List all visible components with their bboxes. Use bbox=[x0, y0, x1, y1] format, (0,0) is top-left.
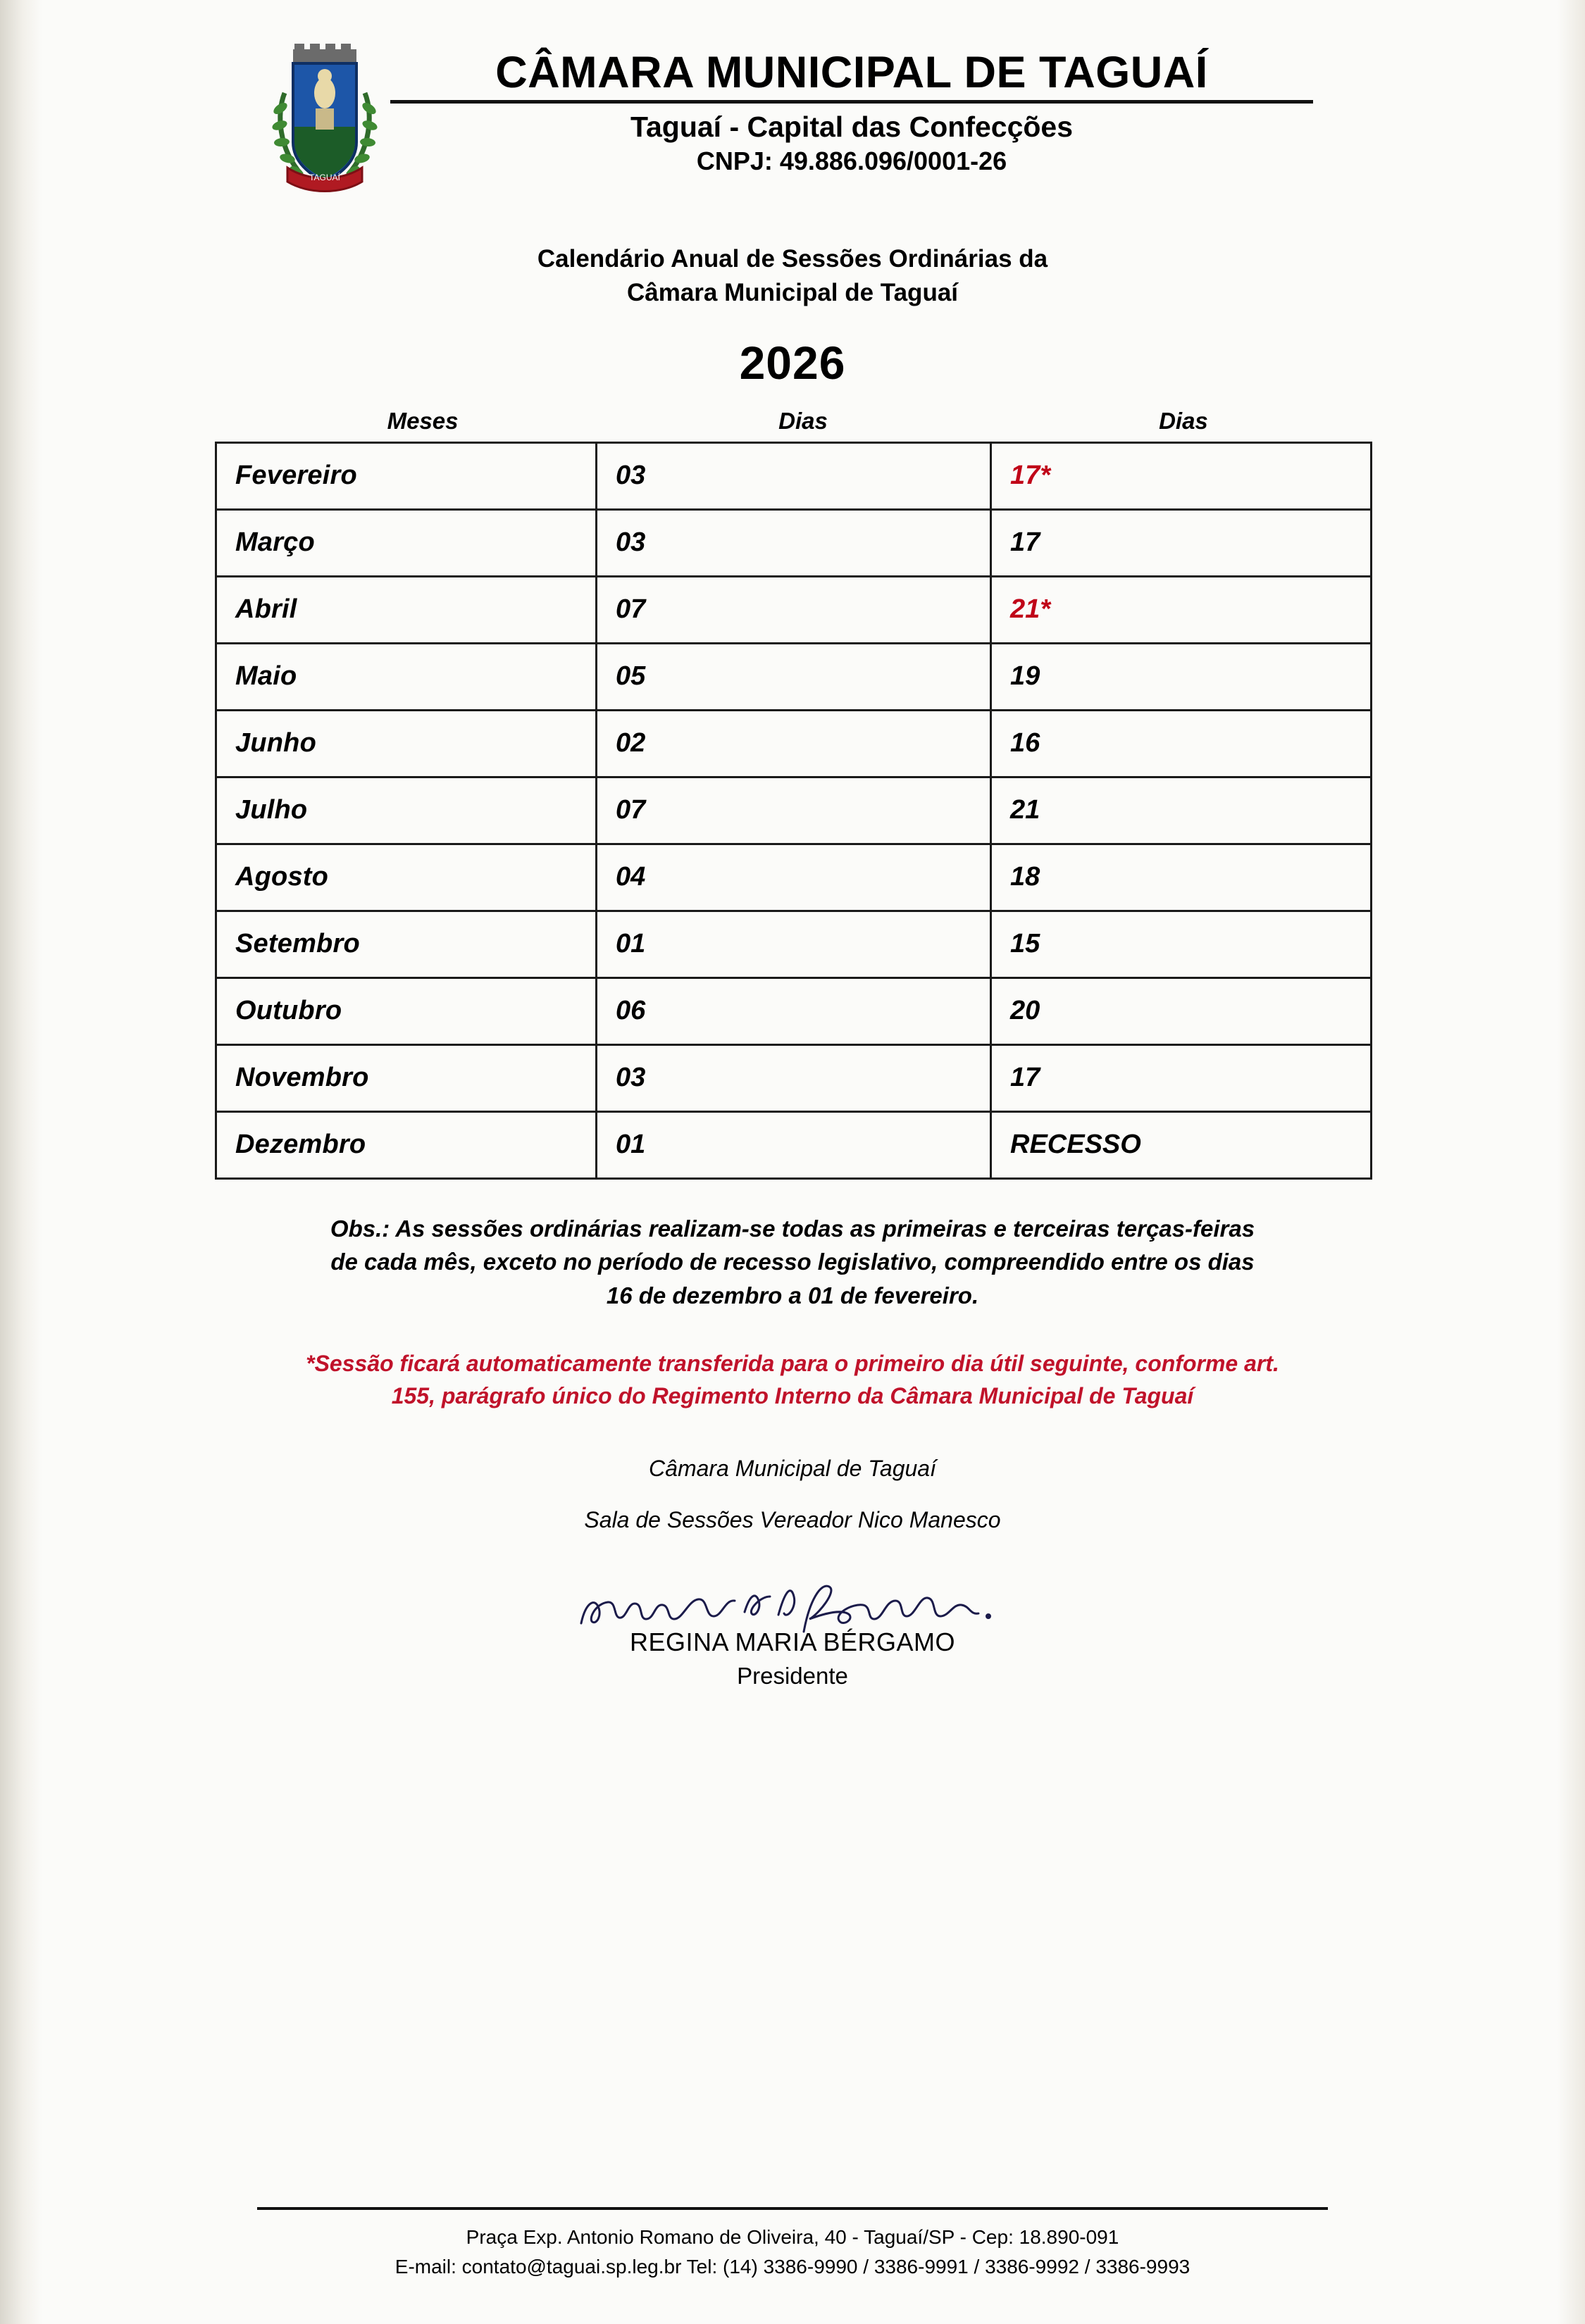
year-heading: 2026 bbox=[739, 336, 846, 389]
page-title: CÂMARA MUNICIPAL DE TAGUAÍ bbox=[495, 48, 1208, 97]
table-row bbox=[216, 509, 1372, 576]
footer-contact: E-mail: contato@taguai.sp.leg.br Tel: (14) 3386-9990 / 3386-9991 / 3386-9992 / 3386-9993 bbox=[394, 2256, 1191, 2278]
footer-divider bbox=[257, 2207, 1328, 2210]
footer-address: Praça Exp. Antonio Romano de Oliveira, 40 - Taguaí/SP - Cep: 18.890-091 bbox=[466, 2226, 1119, 2248]
table-row bbox=[216, 576, 1372, 643]
document-footer bbox=[0, 2207, 1585, 2282]
sessions-table bbox=[215, 442, 1372, 1180]
signature-block bbox=[85, 1577, 1500, 1697]
cell-day-1: 07 bbox=[597, 777, 991, 844]
cell-day-1: 01 bbox=[597, 1111, 991, 1178]
cell-day-2: RECESSO bbox=[991, 1111, 1372, 1178]
cell-day-2: 18 bbox=[991, 844, 1372, 911]
table-row bbox=[216, 1111, 1372, 1178]
column-header-dias-2: Dias bbox=[1159, 407, 1208, 434]
cell-day-1: 06 bbox=[597, 977, 991, 1044]
cell-day-2: 17 bbox=[991, 1044, 1372, 1111]
coat-of-arms-icon bbox=[272, 44, 378, 206]
cell-month: Fevereiro bbox=[216, 442, 597, 509]
cell-day-1: 04 bbox=[597, 844, 991, 911]
cell-month: Dezembro bbox=[216, 1111, 597, 1178]
slogan: Taguaí - Capital das Confecções bbox=[630, 111, 1074, 144]
place-block bbox=[85, 1456, 1500, 1533]
cell-day-1: 01 bbox=[597, 911, 991, 977]
document-header bbox=[85, 0, 1500, 206]
cell-day-2: 15 bbox=[991, 911, 1372, 977]
observation-note: Obs.: As sessões ordinárias realizam-se todas as primeiras e terceiras terças-feiras de cada mês, exceto no período de recesso legislativo, compreendido entre os dias 16 de dezembro a 01 de fevereiro. bbox=[330, 1215, 1255, 1309]
table-column-headers bbox=[215, 408, 1370, 442]
svg-text:TAGUAÍ: TAGUAÍ bbox=[309, 173, 340, 182]
table-row bbox=[216, 844, 1372, 911]
cell-month: Junho bbox=[216, 710, 597, 777]
subtitle-line-1: Calendário Anual de Sessões Ordinárias da bbox=[537, 245, 1048, 273]
signatory-role: Presidente bbox=[737, 1663, 848, 1689]
cell-day-2: 17* bbox=[991, 442, 1372, 509]
cnpj-text: CNPJ: 49.886.096/0001-26 bbox=[696, 146, 1007, 176]
cell-month: Março bbox=[216, 509, 597, 576]
cell-month: Agosto bbox=[216, 844, 597, 911]
cell-day-1: 03 bbox=[597, 1044, 991, 1111]
cell-day-2: 17 bbox=[991, 509, 1372, 576]
cell-month: Outubro bbox=[216, 977, 597, 1044]
cell-month: Julho bbox=[216, 777, 597, 844]
sessions-table-wrapper bbox=[215, 408, 1370, 1180]
title-divider bbox=[390, 100, 1313, 104]
document-subtitle bbox=[85, 242, 1500, 311]
place-line-2: Sala de Sessões Vereador Nico Manesco bbox=[584, 1507, 1001, 1532]
table-row bbox=[216, 643, 1372, 710]
cell-day-2: 19 bbox=[991, 643, 1372, 710]
table-row bbox=[216, 1044, 1372, 1111]
place-line-1: Câmara Municipal de Taguaí bbox=[649, 1456, 936, 1481]
cell-day-1: 02 bbox=[597, 710, 991, 777]
cell-day-2: 21 bbox=[991, 777, 1372, 844]
cell-day-2: 20 bbox=[991, 977, 1372, 1044]
table-row bbox=[216, 777, 1372, 844]
cell-day-1: 03 bbox=[597, 509, 991, 576]
table-row bbox=[216, 911, 1372, 977]
column-header-meses: Meses bbox=[387, 407, 459, 434]
cell-month: Setembro bbox=[216, 911, 597, 977]
cell-day-2: 16 bbox=[991, 710, 1372, 777]
asterisk-note: *Sessão ficará automaticamente transferida para o primeiro dia útil seguinte, conforme art. 155, parágrafo único do Regimento Interno da Câmara Municipal de Taguaí bbox=[306, 1351, 1279, 1408]
cell-day-2: 21* bbox=[991, 576, 1372, 643]
cell-month: Novembro bbox=[216, 1044, 597, 1111]
cell-day-1: 03 bbox=[597, 442, 991, 509]
cell-day-1: 07 bbox=[597, 576, 991, 643]
cell-day-1: 05 bbox=[597, 643, 991, 710]
table-row bbox=[216, 977, 1372, 1044]
subtitle-line-2: Câmara Municipal de Taguaí bbox=[626, 279, 959, 307]
signatory-name: REGINA MARIA BÉRGAMO bbox=[629, 1628, 956, 1656]
column-header-dias-1: Dias bbox=[778, 407, 828, 434]
table-row bbox=[216, 710, 1372, 777]
table-row bbox=[216, 442, 1372, 509]
cell-month: Maio bbox=[216, 643, 597, 710]
cell-month: Abril bbox=[216, 576, 597, 643]
